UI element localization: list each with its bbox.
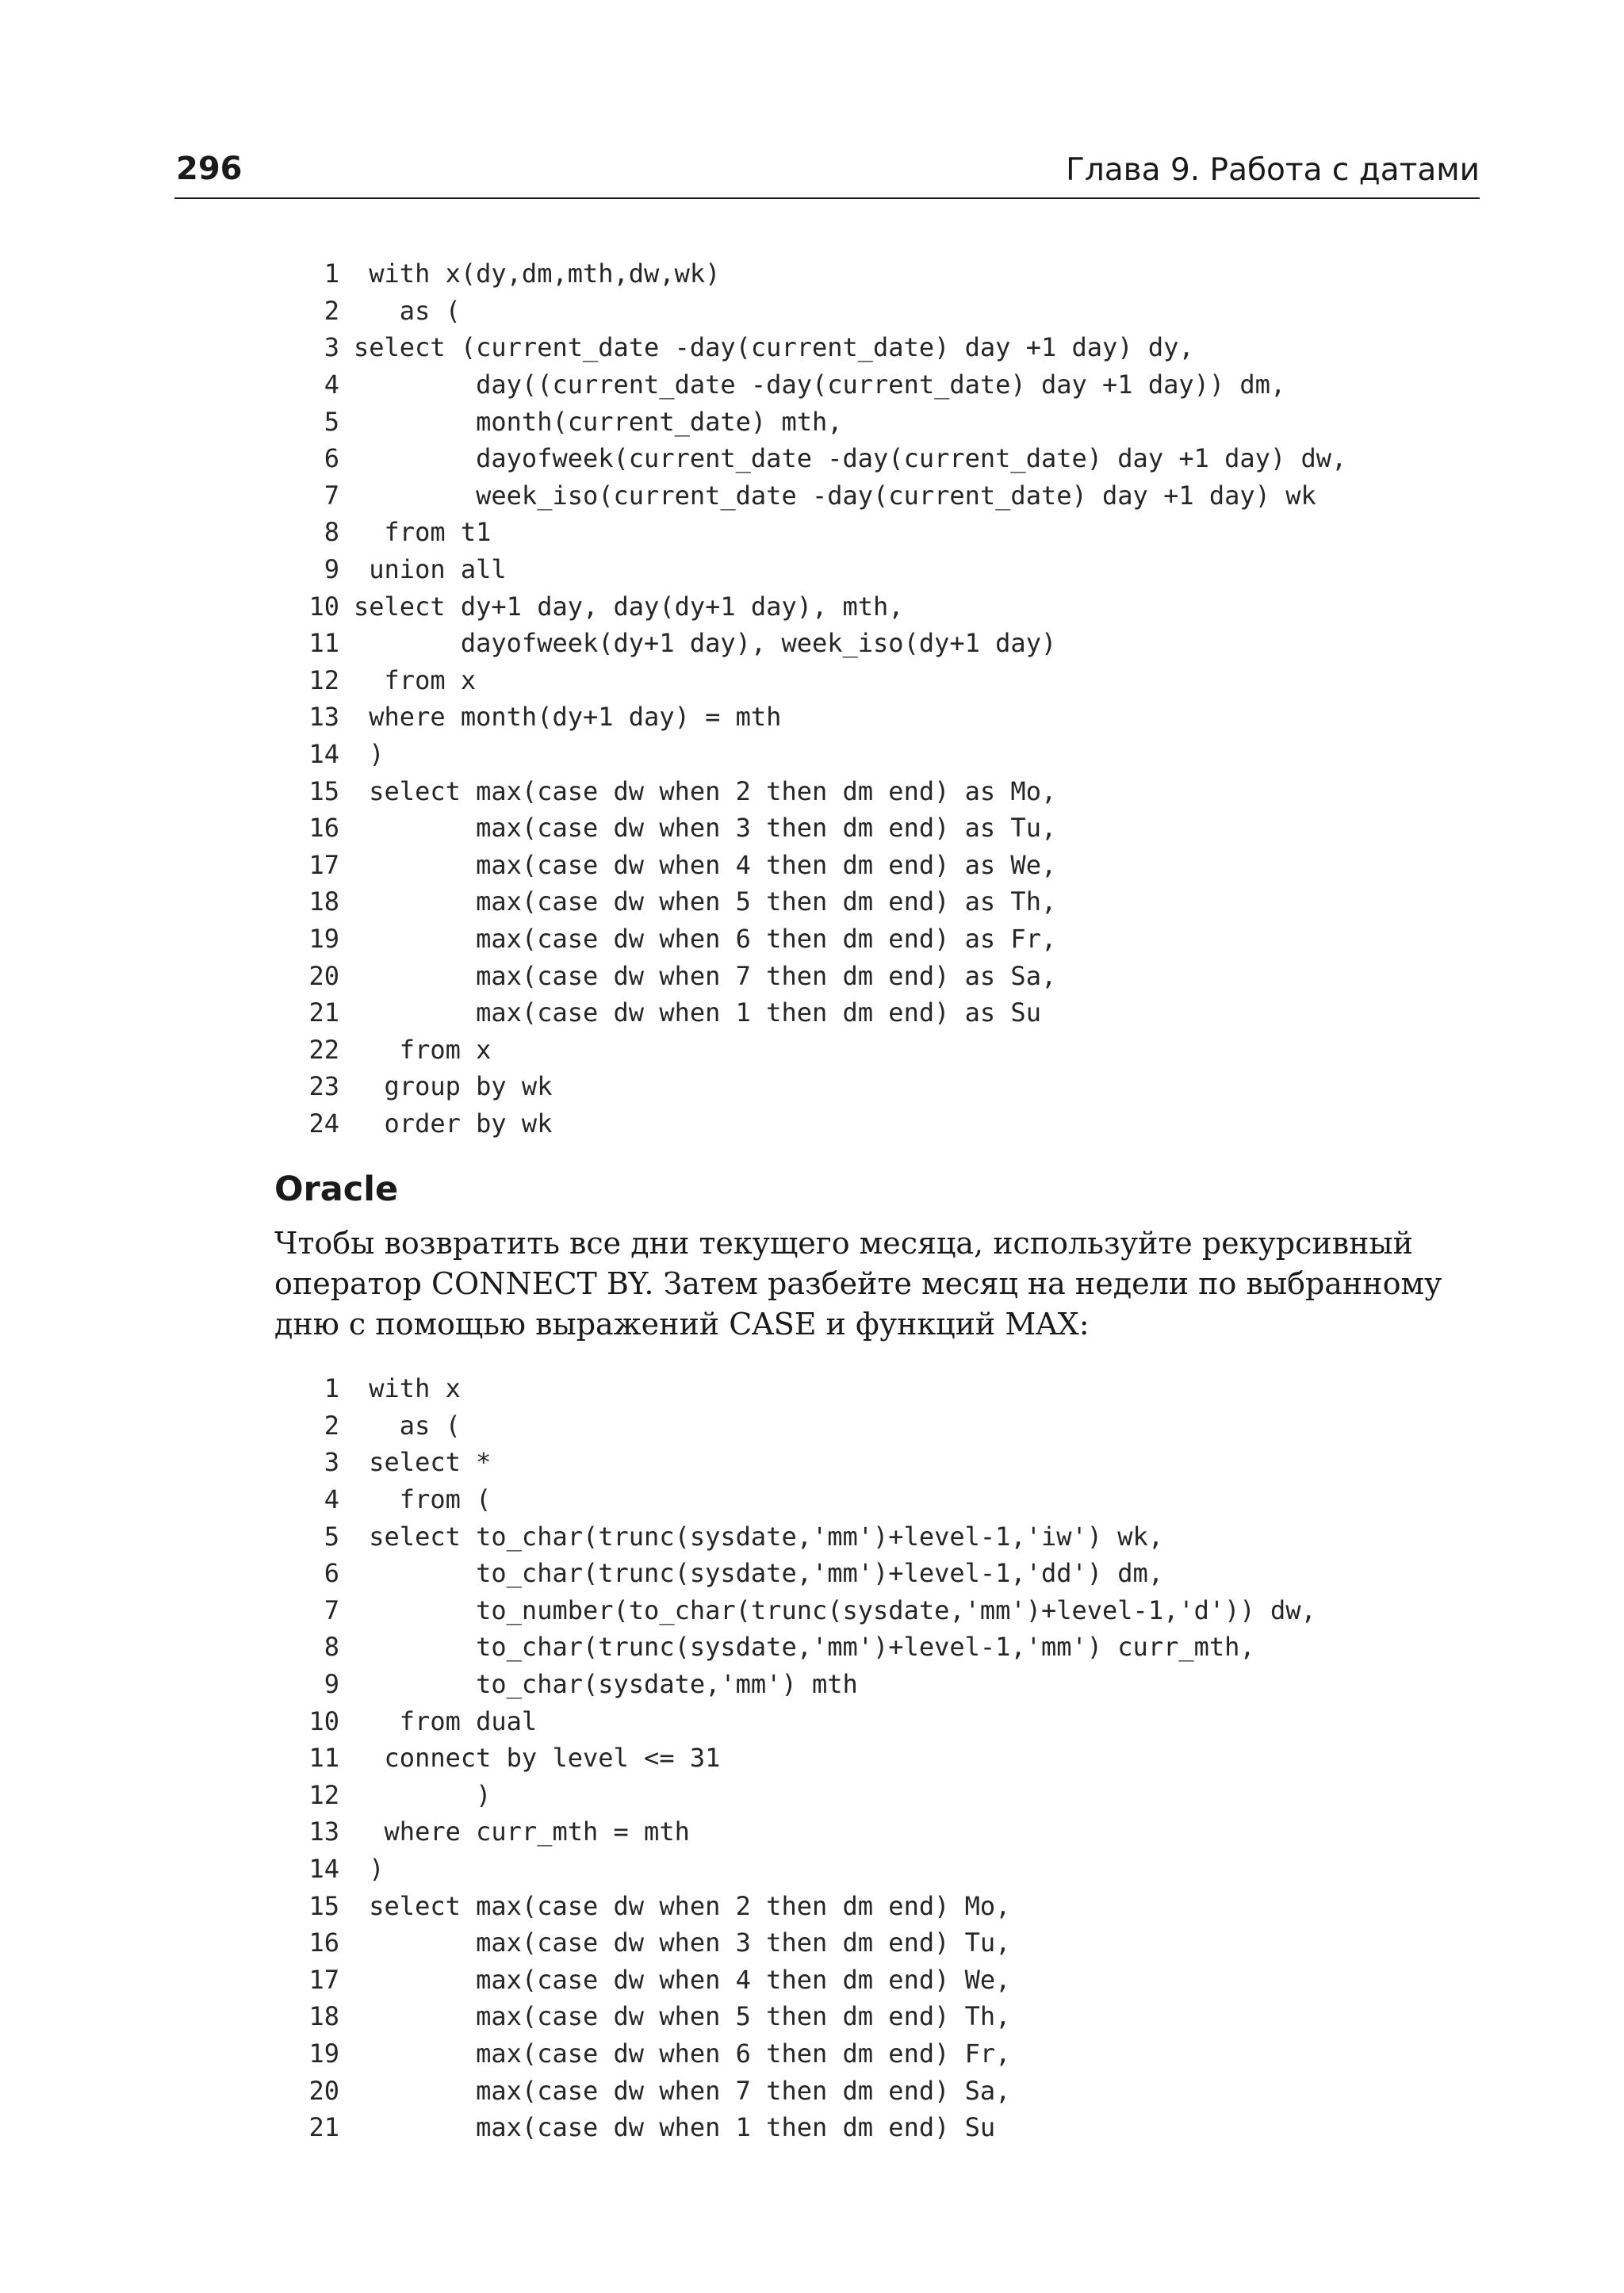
code-line: [0, 403, 1624, 440]
code-text: max(case dw when 7 then dm end) Sa,: [354, 2075, 1011, 2106]
code-line: [0, 699, 1624, 736]
code-text: connect by level <= 31: [354, 1743, 721, 1774]
line-number: 1: [324, 1373, 339, 1404]
line-number: 18: [308, 886, 339, 917]
code-line: [0, 1031, 1624, 1068]
code-text: max(case dw when 1 then dm end) Su: [354, 2112, 996, 2143]
line-number: 11: [308, 1743, 339, 1774]
code-line: [0, 2072, 1624, 2109]
line-number: 14: [308, 739, 339, 770]
line-number: 4: [324, 1484, 339, 1515]
code-line: [0, 883, 1624, 921]
line-number: 9: [324, 554, 339, 585]
code-line: [0, 2109, 1624, 2146]
code-text: max(case dw when 5 then dm end) as Th,: [354, 886, 1057, 917]
line-number: 17: [308, 1964, 339, 1995]
code-listing-oracle: [0, 1370, 1624, 2146]
code-text: to_char(trunc(sysdate,'mm')+level-1,'mm') curr_mth,: [354, 1632, 1255, 1663]
code-text: to_char(sysdate,'mm') mth: [354, 1669, 858, 1700]
body-paragraph: Чтобы возвратить все дни текущего месяца, используйте рекурсивный оператор CONNECT BY. Затем разбейте месяц на недели по выбранному дню с помощью выражений CASE и функций MAX:: [274, 1226, 1442, 1342]
code-text: max(case dw when 6 then dm end) Fr,: [354, 2038, 1011, 2069]
line-number: 6: [324, 1558, 339, 1589]
code-line: [0, 329, 1624, 366]
line-number: 12: [308, 1779, 339, 1810]
code-line: [0, 1444, 1624, 1481]
code-line: [0, 440, 1624, 477]
line-number: 20: [308, 2075, 339, 2106]
code-text: from (: [354, 1484, 492, 1515]
line-number: 8: [324, 517, 339, 548]
code-line: [0, 1481, 1624, 1518]
code-line: [0, 810, 1624, 847]
line-number: 14: [308, 1854, 339, 1885]
code-line: [0, 1592, 1624, 1629]
code-text: select (current_date -day(current_date) day +1 day) dy,: [354, 332, 1194, 363]
line-number: 9: [324, 1669, 339, 1700]
line-number: 23: [308, 1071, 339, 1102]
line-number: 24: [308, 1108, 339, 1139]
code-line: [0, 551, 1624, 588]
code-text: as (: [354, 1410, 461, 1441]
line-number: 21: [308, 2112, 339, 2143]
code-text: max(case dw when 6 then dm end) as Fr,: [354, 923, 1057, 954]
code-line: [0, 1962, 1624, 1999]
code-line: [0, 1777, 1624, 1814]
line-number: 22: [308, 1034, 339, 1065]
code-line: [0, 1555, 1624, 1592]
code-line: [0, 588, 1624, 625]
line-number: 2: [324, 1410, 339, 1441]
line-number: 21: [308, 997, 339, 1028]
line-number: 15: [308, 1890, 339, 1921]
code-line: [0, 847, 1624, 884]
code-text: to_number(to_char(trunc(sysdate,'mm')+level-1,'d')) dw,: [354, 1594, 1316, 1625]
line-number: 18: [308, 2001, 339, 2032]
line-number: 1: [324, 258, 339, 289]
code-text: where month(dy+1 day) = mth: [354, 702, 782, 733]
line-number: 3: [324, 1447, 339, 1478]
line-number: 17: [308, 849, 339, 880]
code-text: max(case dw when 4 then dm end) We,: [354, 1964, 1011, 1995]
code-text: week_iso(current_date -day(current_date) day +1 day) wk: [354, 480, 1316, 511]
code-line: [0, 1518, 1624, 1555]
code-line: [0, 736, 1624, 773]
line-number: 15: [308, 775, 339, 806]
line-number: 2: [324, 295, 339, 326]
running-head: Глава 9. Работа с датами: [1066, 152, 1480, 188]
code-line: [0, 366, 1624, 404]
code-text: day((current_date -day(current_date) day +1 day)) dm,: [354, 369, 1286, 400]
code-line: [0, 1813, 1624, 1851]
code-text: ): [354, 1854, 385, 1885]
code-line: [0, 1666, 1624, 1703]
code-line: [0, 1407, 1624, 1445]
line-number: 6: [324, 443, 339, 474]
line-number: 10: [308, 1705, 339, 1736]
code-line: [0, 1851, 1624, 1888]
code-text: from x: [354, 1034, 492, 1065]
code-text: max(case dw when 3 then dm end) as Tu,: [354, 813, 1057, 844]
line-number: 13: [308, 702, 339, 733]
line-number: 20: [308, 960, 339, 991]
code-text: max(case dw when 7 then dm end) as Sa,: [354, 960, 1057, 991]
line-number: 12: [308, 664, 339, 695]
code-text: max(case dw when 3 then dm end) Tu,: [354, 1927, 1011, 1958]
line-number: 5: [324, 1521, 339, 1552]
code-text: with x: [354, 1373, 461, 1404]
code-text: month(current_date) mth,: [354, 406, 843, 437]
code-text: order by wk: [354, 1108, 553, 1139]
code-text: from dual: [354, 1705, 538, 1736]
line-number: 16: [308, 813, 339, 844]
code-line: [0, 1370, 1624, 1407]
code-line: [0, 957, 1624, 994]
line-number: 10: [308, 591, 339, 622]
code-line: [0, 514, 1624, 551]
code-listing-db2: [0, 255, 1624, 1142]
line-number: 5: [324, 406, 339, 437]
code-text: select max(case dw when 2 then dm end) Mo,: [354, 1890, 1011, 1921]
code-line: [0, 994, 1624, 1032]
code-line: [0, 921, 1624, 958]
code-text: from x: [354, 664, 477, 695]
code-line: [0, 662, 1624, 699]
code-text: max(case dw when 5 then dm end) Th,: [354, 2001, 1011, 2032]
code-line: [0, 1068, 1624, 1105]
code-line: [0, 1998, 1624, 2035]
code-text: dayofweek(current_date -day(current_date) day +1 day) dw,: [354, 443, 1347, 474]
code-line: [0, 772, 1624, 810]
line-number: 19: [308, 923, 339, 954]
code-line: [0, 2035, 1624, 2073]
line-number: 19: [308, 2038, 339, 2069]
code-line: [0, 1740, 1624, 1777]
code-text: select max(case dw when 2 then dm end) as Mo,: [354, 775, 1057, 806]
line-number: 4: [324, 369, 339, 400]
line-number: 11: [308, 628, 339, 659]
line-number: 13: [308, 1816, 339, 1847]
line-number: 8: [324, 1632, 339, 1663]
code-line: [0, 293, 1624, 330]
code-line: [0, 1702, 1624, 1740]
code-text: max(case dw when 1 then dm end) as Su: [354, 997, 1041, 1028]
section-heading: Oracle: [274, 1169, 399, 1209]
header-rule: [174, 197, 1480, 199]
code-text: to_char(trunc(sysdate,'mm')+level-1,'dd') dm,: [354, 1558, 1164, 1589]
code-line: [0, 625, 1624, 662]
code-line: [0, 1924, 1624, 1962]
code-text: group by wk: [354, 1071, 553, 1102]
code-text: ): [354, 739, 385, 770]
code-text: select dy+1 day, day(dy+1 day), mth,: [354, 591, 904, 622]
code-text: where curr_mth = mth: [354, 1816, 690, 1847]
code-line: [0, 477, 1624, 515]
line-number: 16: [308, 1927, 339, 1958]
code-line: [0, 255, 1624, 293]
code-text: union all: [354, 554, 507, 585]
page-number: 296: [176, 151, 243, 187]
code-text: ): [354, 1779, 492, 1810]
line-number: 3: [324, 332, 339, 363]
code-text: select to_char(trunc(sysdate,'mm')+level-1,'iw') wk,: [354, 1521, 1164, 1552]
code-text: from t1: [354, 517, 492, 548]
line-number: 7: [324, 480, 339, 511]
code-text: select *: [354, 1447, 492, 1478]
code-line: [0, 1887, 1624, 1924]
code-text: max(case dw when 4 then dm end) as We,: [354, 849, 1057, 880]
code-text: as (: [354, 295, 461, 326]
line-number: 7: [324, 1594, 339, 1625]
code-text: with x(dy,dm,mth,dw,wk): [354, 258, 721, 289]
code-line: [0, 1105, 1624, 1143]
code-line: [0, 1629, 1624, 1666]
code-text: dayofweek(dy+1 day), week_iso(dy+1 day): [354, 628, 1057, 659]
